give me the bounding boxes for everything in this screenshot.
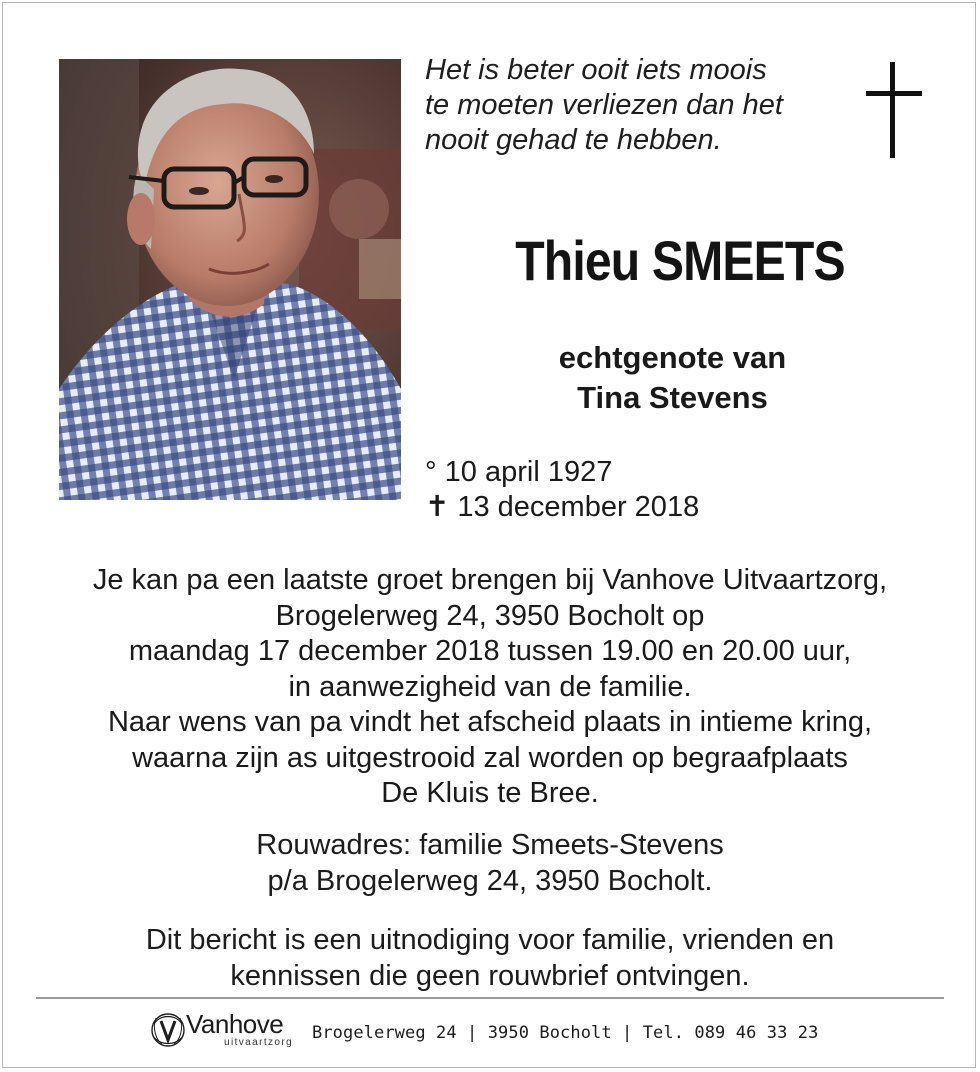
announcement-line: Je kan pa een laatste groet brengen bij Vanhove Uitvaartzorg, xyxy=(92,564,888,596)
spouse-name: Tina Stevens xyxy=(577,380,768,415)
invitation-line: kennissen die geen rouwbrief ontvingen. xyxy=(230,959,750,992)
life-dates xyxy=(425,455,699,525)
mourning-address-line: p/a Brogelerweg 24, 3950 Bocholt. xyxy=(267,864,713,897)
mourning-address-line: Rouwadres: familie Smeets-Stevens xyxy=(256,829,724,861)
brand-name: Vanhove xyxy=(186,1009,284,1039)
latin-cross-icon xyxy=(866,62,922,158)
mourning-address xyxy=(20,828,960,899)
announcement-line: waarna zijn as uitgestrooid zal worden op begraafplaats xyxy=(132,741,848,774)
announcement-line: Brogelerweg 24, 3950 Bocholt op xyxy=(275,599,705,632)
invitation-note xyxy=(20,923,960,994)
footer-divider xyxy=(36,997,944,999)
relation-label: echtgenote van xyxy=(558,340,787,375)
portrait-photo xyxy=(59,59,401,500)
announcement-line: in aanwezigheid van de familie. xyxy=(288,670,692,703)
quote-line: nooit gehad te hebben. xyxy=(425,124,722,156)
announcement-text xyxy=(20,563,960,812)
memorial-quote xyxy=(425,53,845,158)
invitation-line: Dit bericht is een uitnodiging voor familie, vrienden en xyxy=(145,924,835,956)
birth-date: ° 10 april 1927 xyxy=(425,456,613,488)
footer-contact: Brogelerweg 24 | 3950 Bocholt | Tel. 089 46 33 23 xyxy=(312,1023,819,1043)
deceased-name: Thieu SMEETS xyxy=(515,229,845,292)
relation xyxy=(480,338,865,418)
announcement-line: De Kluis te Bree. xyxy=(381,777,599,809)
brand-subtitle: uitvaartzorg xyxy=(224,1037,294,1048)
announcement-line: Naar wens van pa vindt het afscheid plaats in intieme kring, xyxy=(107,706,873,738)
quote-line: te moeten verliezen dan het xyxy=(425,89,783,121)
announcement-line: maandag 17 december 2018 tussen 19.00 en 20.00 uur, xyxy=(128,635,852,667)
quote-line: Het is beter ooit iets moois xyxy=(425,54,767,86)
vanhove-emblem-icon xyxy=(148,1010,188,1050)
death-date: ✝ 13 december 2018 xyxy=(425,491,700,523)
vanhove-logo xyxy=(148,1008,308,1052)
